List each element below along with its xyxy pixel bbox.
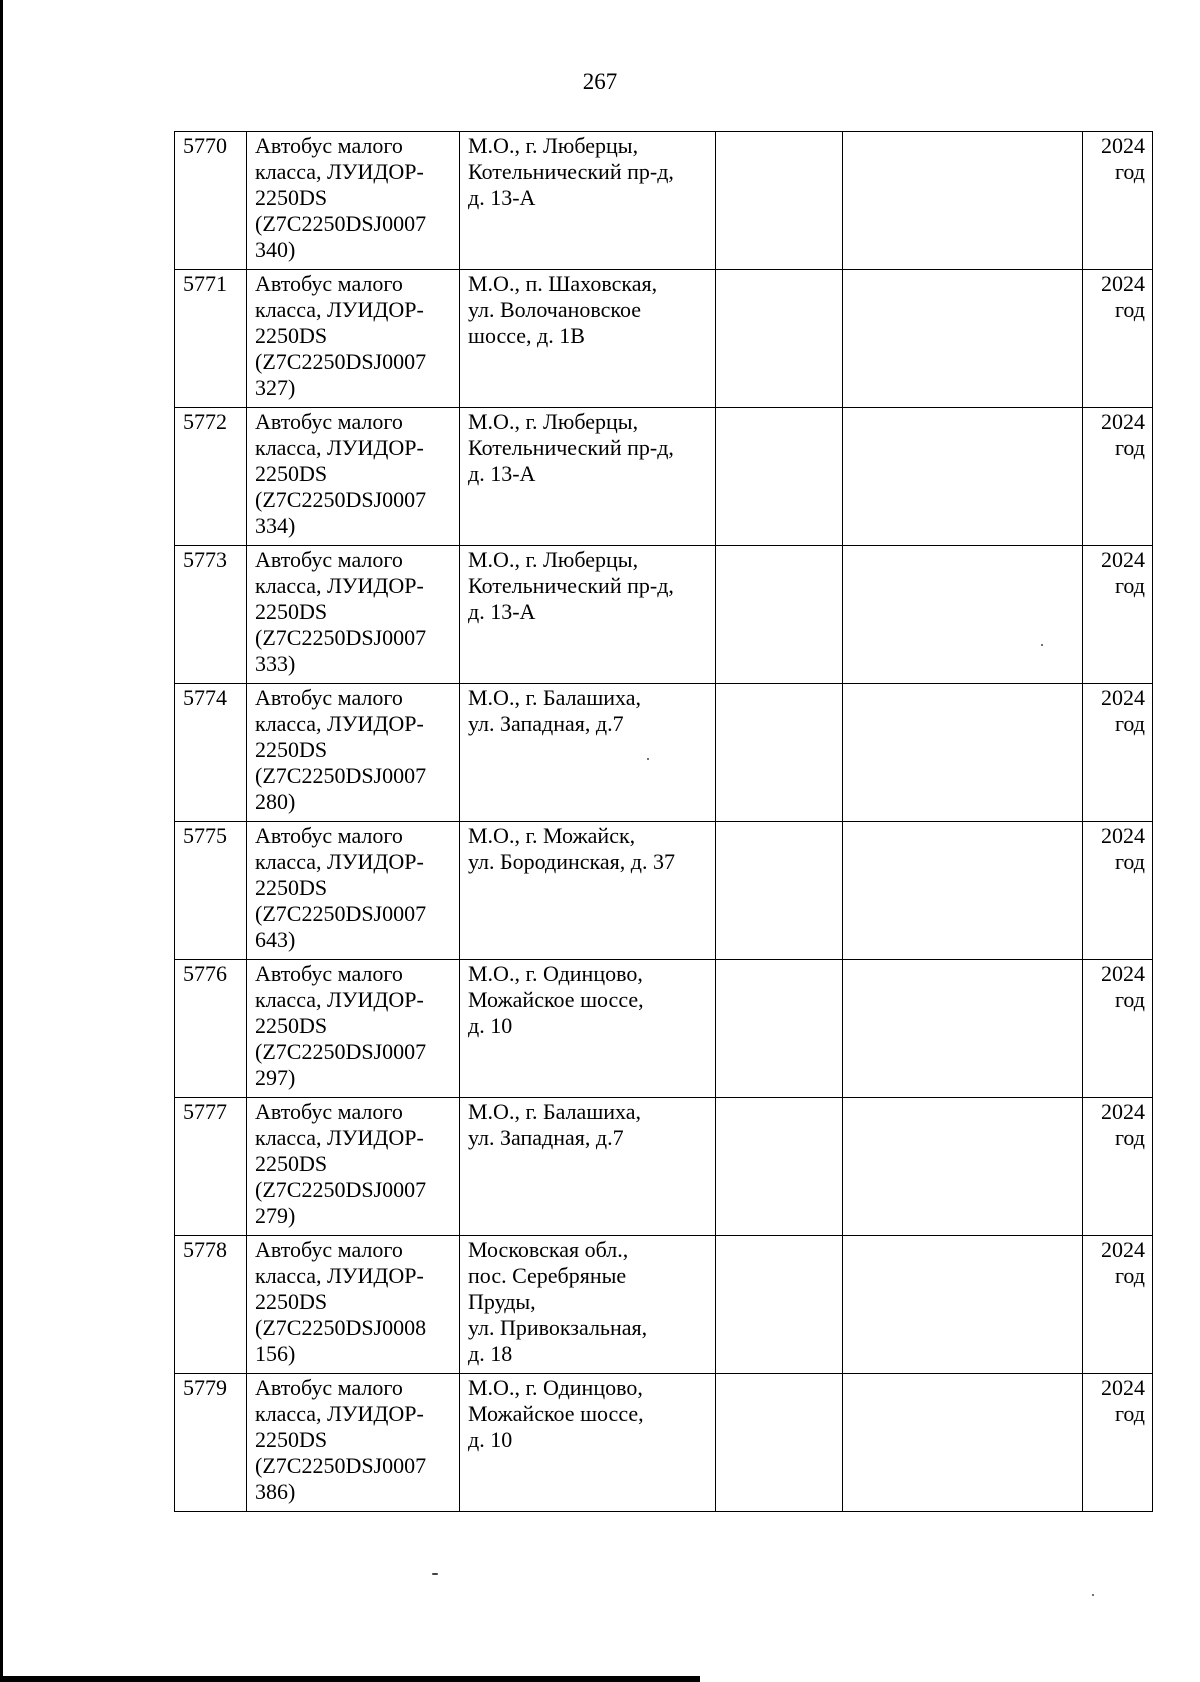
cell-empty-2: [843, 1098, 1083, 1236]
cell-empty-1: [716, 1374, 843, 1512]
cell-number: 5772: [175, 408, 247, 546]
scan-edge-bottom: [0, 1676, 700, 1682]
year-line: год: [1114, 573, 1145, 598]
address-line: М.О., г. Балашиха,: [468, 1099, 642, 1124]
vehicle-name-line: Автобус малого: [255, 685, 403, 710]
cell-empty-1: [716, 822, 843, 960]
vehicle-name-line: (Z7C2250DSJ0007: [255, 1453, 427, 1478]
table-row: [175, 270, 1153, 408]
vehicle-name-line: класса, ЛУИДОР-: [255, 1125, 424, 1150]
vehicle-name-line: класса, ЛУИДОР-: [255, 573, 424, 598]
cell-vehicle-name: [247, 822, 460, 960]
cell-empty-1: [716, 132, 843, 270]
scan-speck: [432, 1573, 438, 1575]
cell-address: [460, 546, 716, 684]
cell-address: [460, 822, 716, 960]
vehicle-name-line: класса, ЛУИДОР-: [255, 297, 424, 322]
year-line: год: [1114, 711, 1145, 736]
vehicle-name-line: Автобус малого: [255, 409, 403, 434]
vehicle-name-line: 156): [255, 1341, 296, 1366]
cell-address: [460, 960, 716, 1098]
vehicle-name-line: класса, ЛУИДОР-: [255, 435, 424, 460]
cell-address: [460, 684, 716, 822]
vehicle-name-line: (Z7C2250DSJ0007: [255, 487, 427, 512]
address-line: Котельнический пр-д,: [468, 159, 674, 184]
table-row: [175, 1374, 1153, 1512]
year-line: год: [1114, 159, 1145, 184]
year-line: 2024: [1101, 1237, 1145, 1262]
address-line: д. 10: [468, 1427, 513, 1452]
table-body: [175, 132, 1153, 1512]
vehicle-registry-table: [174, 131, 1153, 1512]
vehicle-name-line: Автобус малого: [255, 133, 403, 158]
vehicle-name-line: 279): [255, 1203, 296, 1228]
vehicle-name-line: Автобус малого: [255, 961, 403, 986]
cell-empty-1: [716, 546, 843, 684]
cell-empty-2: [843, 408, 1083, 546]
cell-address: [460, 1374, 716, 1512]
table-row: [175, 132, 1153, 270]
vehicle-name-line: класса, ЛУИДОР-: [255, 1263, 424, 1288]
address-line: Московская обл.,: [468, 1237, 629, 1262]
cell-number: 5777: [175, 1098, 247, 1236]
address-line: М.О., г. Балашиха,: [468, 685, 642, 710]
vehicle-name-line: 340): [255, 237, 296, 262]
vehicle-name-line: Автобус малого: [255, 1375, 403, 1400]
cell-empty-1: [716, 1236, 843, 1374]
vehicle-name-line: (Z7C2250DSJ0007: [255, 1177, 427, 1202]
vehicle-name-line: 2250DS: [255, 1151, 328, 1176]
vehicle-name-line: (Z7C2250DSJ0007: [255, 211, 427, 236]
vehicle-name-line: класса, ЛУИДОР-: [255, 159, 424, 184]
cell-number: 5776: [175, 960, 247, 1098]
address-line: ул. Волочановское: [468, 297, 642, 322]
cell-year: [1083, 1098, 1153, 1236]
cell-empty-1: [716, 270, 843, 408]
address-line: д. 13-А: [468, 461, 536, 486]
vehicle-name-line: 2250DS: [255, 737, 328, 762]
vehicle-name-line: 297): [255, 1065, 296, 1090]
cell-address: [460, 408, 716, 546]
address-line: д. 10: [468, 1013, 513, 1038]
vehicle-name-line: Автобус малого: [255, 1237, 403, 1262]
cell-year: [1083, 822, 1153, 960]
year-line: год: [1114, 297, 1145, 322]
vehicle-name-line: 280): [255, 789, 296, 814]
vehicle-name-line: 2250DS: [255, 1427, 328, 1452]
vehicle-name-line: класса, ЛУИДОР-: [255, 987, 424, 1012]
cell-empty-2: [843, 822, 1083, 960]
vehicle-name-line: 2250DS: [255, 1013, 328, 1038]
address-line: М.О., г. Можайск,: [468, 823, 636, 848]
cell-vehicle-name: [247, 960, 460, 1098]
address-line: д. 13-А: [468, 185, 536, 210]
vehicle-name-line: (Z7C2250DSJ0007: [255, 1039, 427, 1064]
cell-address: [460, 1236, 716, 1374]
cell-address: [460, 1098, 716, 1236]
table-row: [175, 684, 1153, 822]
year-line: 2024: [1101, 1099, 1145, 1124]
cell-year: [1083, 1236, 1153, 1374]
vehicle-name-line: Автобус малого: [255, 1099, 403, 1124]
address-line: шоссе, д. 1В: [468, 323, 585, 348]
table-row: [175, 408, 1153, 546]
year-line: 2024: [1101, 961, 1145, 986]
address-line: д. 13-А: [468, 599, 536, 624]
address-line: ул. Западная, д.7: [468, 711, 624, 736]
address-line: М.О., г. Люберцы,: [468, 409, 639, 434]
year-line: год: [1114, 435, 1145, 460]
address-line: пос. Серебряные: [468, 1263, 627, 1288]
scan-speck: [1041, 644, 1043, 646]
vehicle-name-line: (Z7C2250DSJ0007: [255, 349, 427, 374]
cell-vehicle-name: [247, 270, 460, 408]
vehicle-name-line: (Z7C2250DSJ0008: [255, 1315, 427, 1340]
vehicle-name-line: класса, ЛУИДОР-: [255, 711, 424, 736]
vehicle-name-line: 2250DS: [255, 1289, 328, 1314]
vehicle-name-line: 333): [255, 651, 296, 676]
year-line: 2024: [1101, 823, 1145, 848]
address-line: Котельнический пр-д,: [468, 573, 674, 598]
cell-number: 5773: [175, 546, 247, 684]
cell-vehicle-name: [247, 684, 460, 822]
year-line: год: [1114, 987, 1145, 1012]
cell-vehicle-name: [247, 1098, 460, 1236]
year-line: год: [1114, 1401, 1145, 1426]
vehicle-name-line: 2250DS: [255, 323, 328, 348]
address-line: Можайское шоссе,: [468, 1401, 644, 1426]
cell-number: 5771: [175, 270, 247, 408]
year-line: 2024: [1101, 271, 1145, 296]
cell-empty-2: [843, 270, 1083, 408]
cell-empty-2: [843, 546, 1083, 684]
vehicle-name-line: Автобус малого: [255, 271, 403, 296]
address-line: М.О., п. Шаховская,: [468, 271, 658, 296]
address-line: д. 18: [468, 1341, 513, 1366]
vehicle-name-line: 327): [255, 375, 296, 400]
vehicle-name-line: класса, ЛУИДОР-: [255, 849, 424, 874]
year-line: 2024: [1101, 1375, 1145, 1400]
cell-address: [460, 132, 716, 270]
vehicle-name-line: (Z7C2250DSJ0007: [255, 763, 427, 788]
address-line: ул. Бородинская, д. 37: [468, 849, 675, 874]
year-line: 2024: [1101, 547, 1145, 572]
vehicle-name-line: 386): [255, 1479, 296, 1504]
cell-empty-2: [843, 684, 1083, 822]
year-line: 2024: [1101, 133, 1145, 158]
page-number: 267: [582, 69, 618, 94]
cell-year: [1083, 546, 1153, 684]
scan-speck: [1092, 1594, 1094, 1596]
cell-vehicle-name: [247, 546, 460, 684]
vehicle-name-line: 2250DS: [255, 599, 328, 624]
cell-number: 5779: [175, 1374, 247, 1512]
cell-year: [1083, 1374, 1153, 1512]
address-line: М.О., г. Одинцово,: [468, 1375, 643, 1400]
vehicle-name-line: 2250DS: [255, 185, 328, 210]
vehicle-name-line: класса, ЛУИДОР-: [255, 1401, 424, 1426]
table-row: [175, 1098, 1153, 1236]
table-row: [175, 822, 1153, 960]
address-line: Можайское шоссе,: [468, 987, 644, 1012]
address-line: Пруды,: [468, 1289, 536, 1314]
cell-address: [460, 270, 716, 408]
cell-year: [1083, 684, 1153, 822]
cell-year: [1083, 132, 1153, 270]
scan-speck: [647, 758, 649, 760]
cell-empty-2: [843, 1374, 1083, 1512]
vehicle-name-line: 334): [255, 513, 296, 538]
year-line: 2024: [1101, 685, 1145, 710]
cell-empty-1: [716, 1098, 843, 1236]
year-line: 2024: [1101, 409, 1145, 434]
address-line: М.О., г. Люберцы,: [468, 547, 639, 572]
cell-vehicle-name: [247, 132, 460, 270]
cell-empty-1: [716, 408, 843, 546]
cell-empty-2: [843, 132, 1083, 270]
vehicle-name-line: (Z7C2250DSJ0007: [255, 901, 427, 926]
cell-year: [1083, 270, 1153, 408]
address-line: ул. Западная, д.7: [468, 1125, 624, 1150]
vehicle-name-line: 2250DS: [255, 875, 328, 900]
address-line: М.О., г. Одинцово,: [468, 961, 643, 986]
address-line: Котельнический пр-д,: [468, 435, 674, 460]
cell-number: 5775: [175, 822, 247, 960]
vehicle-name-line: Автобус малого: [255, 823, 403, 848]
cell-vehicle-name: [247, 1374, 460, 1512]
cell-number: 5774: [175, 684, 247, 822]
cell-empty-1: [716, 684, 843, 822]
cell-empty-2: [843, 1236, 1083, 1374]
vehicle-name-line: (Z7C2250DSJ0007: [255, 625, 427, 650]
table-row: [175, 960, 1153, 1098]
table-row: [175, 546, 1153, 684]
year-line: год: [1114, 849, 1145, 874]
vehicle-name-line: 2250DS: [255, 461, 328, 486]
cell-vehicle-name: [247, 1236, 460, 1374]
cell-empty-1: [716, 960, 843, 1098]
cell-number: 5778: [175, 1236, 247, 1374]
year-line: год: [1114, 1125, 1145, 1150]
address-line: М.О., г. Люберцы,: [468, 133, 639, 158]
cell-number: 5770: [175, 132, 247, 270]
scan-edge-left: [0, 0, 3, 1682]
cell-year: [1083, 408, 1153, 546]
cell-empty-2: [843, 960, 1083, 1098]
cell-vehicle-name: [247, 408, 460, 546]
address-line: ул. Привокзальная,: [468, 1315, 648, 1340]
vehicle-name-line: 643): [255, 927, 296, 952]
table-row: [175, 1236, 1153, 1374]
year-line: год: [1114, 1263, 1145, 1288]
vehicle-name-line: Автобус малого: [255, 547, 403, 572]
cell-year: [1083, 960, 1153, 1098]
